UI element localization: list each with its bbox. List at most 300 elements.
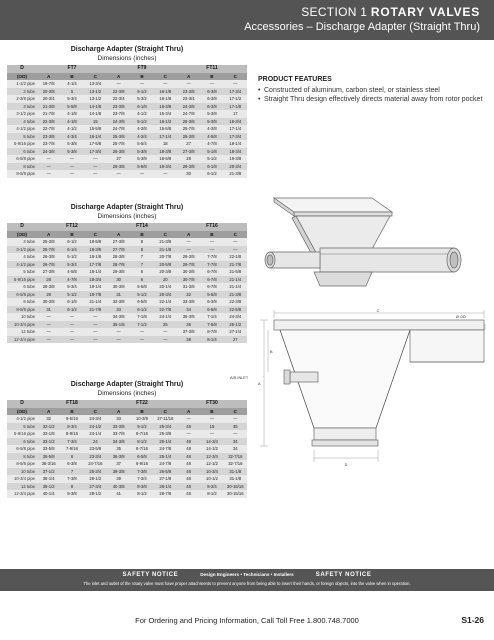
table-cell: 20-1/4 <box>154 283 177 291</box>
table-cell: 6-5/8 <box>130 298 153 306</box>
table-subtitle: Dimensions (inches) <box>97 390 157 397</box>
table-cell: 26-5/8 <box>154 468 177 476</box>
table-cell: 5-5/8 <box>130 163 153 171</box>
table-cell: 23-3/8 <box>107 103 130 111</box>
dim-label-a: A <box>258 382 261 386</box>
table-cell: 30-15/16 <box>224 490 247 498</box>
table-cell: 39-3/8 <box>107 468 130 476</box>
table-cell: 5-1/8 <box>200 148 223 156</box>
table-cell: 5-9/16 pipe <box>7 276 37 284</box>
col-header-model: FT16 <box>177 223 247 231</box>
table-cell: 6-7/8 <box>200 276 223 284</box>
table-cell: — <box>224 430 247 438</box>
table-cell: 23-3/4 <box>177 95 200 103</box>
table-cell: — <box>60 328 83 336</box>
table-cell: 16-1/8 <box>154 95 177 103</box>
safety-notice-band <box>0 569 494 591</box>
table-cell: 5-3/8 <box>60 140 83 148</box>
table-cell: 35-3/8 <box>177 313 200 321</box>
table-cell: 18-5/8 <box>84 238 107 246</box>
table-cell: 14-1/8 <box>84 110 107 118</box>
table-cell: 48 <box>177 460 200 468</box>
table-cell: — <box>224 80 247 88</box>
table-cell: — <box>177 246 200 254</box>
table-cell: 27-1/8 <box>154 475 177 483</box>
table-cell: 4-1/2 pipe <box>7 261 37 269</box>
table-cell: 18-3/8 <box>154 148 177 156</box>
table-cell: 27-1/4 <box>224 328 247 336</box>
table-cell: 30-7/8 <box>177 276 200 284</box>
table-cell: 10 tube <box>7 468 37 476</box>
table-cell: — <box>37 155 60 163</box>
table-cell: 23-7/8 <box>107 110 130 118</box>
col-header-od: (OD) <box>7 408 37 416</box>
safety-notice-right: SAFETY NOTICE <box>315 572 372 578</box>
table-cell: 20-3/4 <box>37 95 60 103</box>
table-cell: 6-1/2 <box>60 238 83 246</box>
table-cell: 4-1/2 <box>60 125 83 133</box>
table-cell: 24-1/4 <box>84 430 107 438</box>
table-cell: 9-5/16 <box>60 415 83 423</box>
table-cell: 22-1/4 <box>154 298 177 306</box>
table-cell: 10-1/2 <box>200 475 223 483</box>
table-subtitle: Dimensions (inches) <box>97 213 157 220</box>
col-header-d: D <box>7 400 37 408</box>
table-cell: 48 <box>177 475 200 483</box>
table-cell: 14-3/4 <box>200 438 223 446</box>
table-cell: 27 <box>177 140 200 148</box>
table-cell: 5-5/8 <box>200 291 223 299</box>
table-cell: 41 <box>107 490 130 498</box>
table-cell: 24-3/4 <box>84 415 107 423</box>
dimension-table-1 <box>7 46 247 178</box>
table-row <box>7 103 247 111</box>
table-cell: 16-3/8 <box>154 103 177 111</box>
table-cell: — <box>84 170 107 178</box>
dim-label-od: Ø OD <box>456 315 466 319</box>
col-header-dim: B <box>200 73 223 81</box>
table-cell: 5-5/8 <box>130 283 153 291</box>
table-cell: 4-1/4 <box>60 80 83 88</box>
table-cell: 6-5/8 <box>200 306 223 314</box>
table-cell: 8-7/16 <box>130 445 153 453</box>
table-cell: — <box>130 328 153 336</box>
table-cell: 33-3/8 <box>107 423 130 431</box>
air-inlet-label: AIR INLET <box>230 376 249 380</box>
table-row <box>7 140 247 148</box>
table-cell: 6-3/8 <box>60 460 83 468</box>
table-cell: 24 <box>84 438 107 446</box>
table-cell: 40-1/4 <box>37 490 60 498</box>
table-cell: 21-7/8 <box>37 110 60 118</box>
table-cell: 5-3/8 <box>200 110 223 118</box>
table-cell: 48 <box>177 468 200 476</box>
table-cell: 8-3/4 <box>200 483 223 491</box>
table-cell: 22-1/8 <box>224 253 247 261</box>
table-cell: 24-7/8 <box>154 460 177 468</box>
table-cell: 21-1/4 <box>224 276 247 284</box>
table-cell: — <box>84 328 107 336</box>
table-cell: 12 tube <box>7 483 37 491</box>
table-cell: 3 tube <box>7 103 37 111</box>
table-cell: 8-1/2 <box>200 490 223 498</box>
col-header-dim: C <box>154 231 177 239</box>
table-cell: 48 <box>177 483 200 491</box>
table-cell: 28-7/8 <box>107 261 130 269</box>
dim-label-d: D <box>344 463 348 467</box>
table-cell: — <box>154 80 177 88</box>
table-cell: 15-5/8 <box>84 125 107 133</box>
table-cell: 34 <box>224 445 247 453</box>
table-title: Discharge Adapter (Straight Thru) <box>70 381 184 388</box>
table-cell: 8 <box>130 238 153 246</box>
table-cell: 26-3/8 <box>107 148 130 156</box>
table-cell: 6-5/8 pipe <box>7 445 37 453</box>
table-cell: 24-3/8 <box>177 103 200 111</box>
table-row <box>7 276 247 284</box>
table-cell: 21-7/8 <box>224 261 247 269</box>
table-cell: — <box>130 336 153 344</box>
table-row <box>7 246 247 254</box>
table-cell: 17-1/2 <box>224 95 247 103</box>
table-cell: 6-1/2 <box>60 306 83 314</box>
table-cell: 21-5/8 <box>224 268 247 276</box>
table-title: Discharge Adapter (Straight Thru) <box>70 46 184 53</box>
table-cell: 32-7/16 <box>224 460 247 468</box>
isometric-drawing <box>254 190 490 300</box>
table-cell: 6-3/8 <box>200 95 223 103</box>
table-cell: 12-3/4 pipe <box>7 490 37 498</box>
col-header-dim: C <box>154 408 177 416</box>
page-number: S1-26 <box>461 615 484 625</box>
col-header-dim: C <box>84 408 107 416</box>
table-cell: — <box>107 336 130 344</box>
table-cell: 23-5/8 <box>84 445 107 453</box>
safety-text: The inlet and outlet of the rotary valve must have proper attachments to prevent anyone from being able to insert their hands, or foreign objects, into the valve when in operation. <box>83 581 411 586</box>
table-row <box>7 283 247 291</box>
table-row <box>7 95 247 103</box>
table-row <box>7 261 247 269</box>
table-cell: — <box>84 336 107 344</box>
table-cell: 35-1/8 <box>107 321 130 329</box>
table-cell: 5-3/4 <box>60 283 83 291</box>
table-cell: 5-1/2 <box>200 155 223 163</box>
table-cell: 3-1/2 pipe <box>7 246 37 254</box>
table-cell: 32-1/2 <box>37 423 60 431</box>
table-cell: 48 <box>177 490 200 498</box>
table-cell: — <box>37 170 60 178</box>
table-cell: — <box>37 163 60 171</box>
table-cell: 8-9/16 <box>60 430 83 438</box>
table-cell: 6 <box>60 453 83 461</box>
table-cell: 25-7/8 <box>107 140 130 148</box>
table-cell: 5-3/8 <box>130 148 153 156</box>
table-row <box>7 133 247 141</box>
table-cell: 17 <box>224 110 247 118</box>
table-cell: 39-1/2 <box>37 483 60 491</box>
table-row <box>7 460 247 468</box>
table-cell: 25-3/8 <box>154 430 177 438</box>
table-cell: 18-5/8 <box>154 155 177 163</box>
table-cell: — <box>177 415 200 423</box>
safety-heading <box>0 572 494 578</box>
table-cell: 6-9/16 <box>130 460 153 468</box>
table-cell: 7-5/8 <box>200 321 223 329</box>
col-header-dim: A <box>177 231 200 239</box>
table-cell: 6 <box>130 276 153 284</box>
table-cell: 39 <box>107 475 130 483</box>
table-cell: 24-3/4 <box>224 313 247 321</box>
table-cell: 30 <box>107 276 130 284</box>
table-cell: 8-1/2 <box>130 438 153 446</box>
table-cell: — <box>224 246 247 254</box>
table-cell: 8 <box>130 246 153 254</box>
col-header-model: FT22 <box>107 400 177 408</box>
col-header-dim: A <box>107 73 130 81</box>
table-cell: 6-3/8 <box>200 88 223 96</box>
table-cell: 40-3/8 <box>107 483 130 491</box>
table-cell: 17-1/8 <box>224 103 247 111</box>
table-cell: 20-3/4 <box>154 291 177 299</box>
table-cell: 36 <box>177 321 200 329</box>
table-cell: 6-1/8 <box>200 163 223 171</box>
table-cell: 25-3/8 <box>107 133 130 141</box>
table-cell: — <box>60 321 83 329</box>
table-cell: 8-1/2 <box>130 490 153 498</box>
table-cell: 33-5/8 <box>37 445 60 453</box>
col-header-dim: A <box>37 73 60 81</box>
table-cell: — <box>84 321 107 329</box>
table-cell: 4-3/8 <box>130 125 153 133</box>
table-cell: 38 <box>177 336 200 344</box>
table-cell: 6-5/8 pipe <box>7 155 37 163</box>
table-cell: 25-1/4 <box>154 438 177 446</box>
table-cell: 17-5/8 <box>84 140 107 148</box>
table-cell: — <box>224 238 247 246</box>
page-header <box>0 0 494 40</box>
table-cell: — <box>107 328 130 336</box>
table-cell: 4-5/8 <box>200 133 223 141</box>
table-cell: 28-1/4 <box>154 483 177 491</box>
table-cell: 24-3/8 <box>37 148 60 156</box>
table-cell: 10-3/4 pipe <box>7 475 37 483</box>
table-cell: 8-3/8 <box>130 483 153 491</box>
table-cell: 23-3/8 <box>37 133 60 141</box>
table-row <box>7 321 247 329</box>
table-cell: 4-3/4 <box>130 133 153 141</box>
col-header-dim: C <box>84 73 107 81</box>
table-cell: 10-3/8 <box>130 415 153 423</box>
table-cell: 34-3/8 <box>107 438 130 446</box>
page-footer <box>0 612 494 632</box>
col-header-od: (OD) <box>7 231 37 239</box>
table-cell: 5-3/8 <box>130 155 153 163</box>
section-name: ROTARY VALVES <box>370 5 480 19</box>
table-cell: 22-5/8 <box>224 306 247 314</box>
table-cell: — <box>60 170 83 178</box>
table-cell: 28-1/2 <box>84 490 107 498</box>
table-cell: 20-7/8 <box>154 253 177 261</box>
table-row <box>7 328 247 336</box>
table-row <box>7 148 247 156</box>
table-cell: 24-1/4 <box>154 313 177 321</box>
table-cell: 5 tube <box>7 423 37 431</box>
table-cell: 24-7/8 <box>177 110 200 118</box>
table-cell: — <box>107 80 130 88</box>
col-header-dim: C <box>224 73 247 81</box>
table-cell: 29-3/8 <box>107 163 130 171</box>
table-cell: 21-1/4 <box>84 298 107 306</box>
table-cell: 25-3/8 <box>177 118 200 126</box>
table-cell: 6 tube <box>7 438 37 446</box>
table-cell: 2-3/8 pipe <box>7 95 37 103</box>
table-cell: 20-3/8 <box>154 268 177 276</box>
table-cell: 8 <box>60 483 83 491</box>
table-cell: 5-1/2 <box>60 291 83 299</box>
col-header-dim: B <box>200 408 223 416</box>
table-cell: — <box>154 170 177 178</box>
table-cell: 25-3/8 <box>37 238 60 246</box>
table-cell: 17-3/4 <box>84 148 107 156</box>
table-cell: 5 <box>60 88 83 96</box>
table-cell: — <box>200 415 223 423</box>
dim-label-c: C <box>376 309 380 313</box>
table-cell: 4-1/2 pipe <box>7 125 37 133</box>
table-title: Discharge Adapter (Straight Thru) <box>70 204 184 211</box>
col-header-dim: B <box>130 231 153 239</box>
table-cell: 27-3/4 <box>84 483 107 491</box>
feature-item: • Straight Thru design effectively directs material away from rotor pocket <box>258 95 484 104</box>
table-cell: 19-3/8 <box>224 155 247 163</box>
col-header-od: (OD) <box>7 73 37 81</box>
table-cell: 29 <box>37 291 60 299</box>
table-cell: 31-1/8 <box>224 475 247 483</box>
table-cell: 7-9/16 <box>60 445 83 453</box>
col-header-dim: B <box>60 408 83 416</box>
table-cell: 7-1/4 <box>200 313 223 321</box>
table-cell: 4 tube <box>7 253 37 261</box>
table-cell: 6-1/2 <box>200 170 223 178</box>
table-cell: 6-1/4 <box>60 246 83 254</box>
table-cell: 32-7/16 <box>224 453 247 461</box>
table-cell: 7-3/8 <box>130 468 153 476</box>
table-cell: 12-3/4 pipe <box>7 336 37 344</box>
table-cell: 4-1/2 pipe <box>7 415 37 423</box>
features-title: PRODUCT FEATURES <box>258 76 332 83</box>
table-cell: 30-3/8 <box>107 283 130 291</box>
table-cell: 21-3/8 <box>224 291 247 299</box>
table-cell: 8-5/8 pipe <box>7 306 37 314</box>
col-header-model: FT9 <box>107 65 177 73</box>
table-cell: 26-3/8 <box>37 253 60 261</box>
table-cell: 12-3/4 <box>200 453 223 461</box>
table-cell: 6 tube <box>7 283 37 291</box>
table-cell: 29-3/8 <box>177 163 200 171</box>
table-row <box>7 438 247 446</box>
table-cell: 31-1/8 <box>224 468 247 476</box>
table-cell: — <box>154 336 177 344</box>
table-cell: 37 <box>107 460 130 468</box>
table-cell: 6-7/8 <box>200 268 223 276</box>
table-row <box>7 170 247 178</box>
table-cell: 18 <box>154 140 177 148</box>
table-cell: 2 tube <box>7 88 37 96</box>
table-cell: — <box>60 313 83 321</box>
table-row <box>7 483 247 491</box>
col-header-dim: B <box>60 231 83 239</box>
table-cell: 24-7/16 <box>84 460 107 468</box>
table-cell: 13-1/2 <box>84 95 107 103</box>
col-header-dim: C <box>224 231 247 239</box>
table-cell: 7-7/8 <box>200 261 223 269</box>
table-cell: 8 tube <box>7 298 37 306</box>
table-cell: 18-3/8 <box>84 246 107 254</box>
table-cell: 33 <box>107 415 130 423</box>
table-cell: 21-3/8 <box>154 238 177 246</box>
table-cell: 18-1/4 <box>84 268 107 276</box>
table-cell: 8 tube <box>7 453 37 461</box>
table-cell: 25-7/8 <box>177 125 200 133</box>
table-cell: 16-3/4 <box>224 118 247 126</box>
table-subtitle: Dimensions (inches) <box>97 55 157 62</box>
table-cell: 33-7/8 <box>107 430 130 438</box>
table-row <box>7 238 247 246</box>
table-cell: — <box>84 155 107 163</box>
table-row <box>7 118 247 126</box>
table-cell: 27-3/8 <box>177 148 200 156</box>
table-cell: — <box>107 170 130 178</box>
table-cell: 28-3/8 <box>107 253 130 261</box>
table-row <box>7 155 247 163</box>
table-cell: 3-1/2 pipe <box>7 110 37 118</box>
section-title <box>0 5 480 19</box>
table-cell: 28 <box>177 155 200 163</box>
table-cell: — <box>130 170 153 178</box>
table-row <box>7 110 247 118</box>
table-cell: 4-7/8 <box>200 140 223 148</box>
table-row <box>7 423 247 431</box>
table-cell: 17-1/4 <box>224 125 247 133</box>
table-cell: 20-5/8 <box>154 261 177 269</box>
table-cell: 25-1/4 <box>154 453 177 461</box>
table-cell: 8-3/4 <box>60 423 83 431</box>
table-cell: 6 tube <box>7 148 37 156</box>
dimension-table <box>7 223 247 343</box>
table-cell: 5-3/4 <box>60 261 83 269</box>
table-cell: 20-3/4 <box>224 163 247 171</box>
table-cell: 22-3/4 <box>107 95 130 103</box>
table-cell: 23-3/8 <box>177 88 200 96</box>
table-cell: 16-1/8 <box>154 88 177 96</box>
table-cell: 5-1/2 <box>60 253 83 261</box>
table-cell: — <box>37 321 60 329</box>
table-cell: 35 <box>107 445 130 453</box>
table-cell: 20-3/8 <box>37 88 60 96</box>
table-cell: 4-1/8 <box>60 110 83 118</box>
table-cell: 23-3/4 <box>84 453 107 461</box>
table-row <box>7 298 247 306</box>
table-cell: 16-1/4 <box>84 133 107 141</box>
table-row <box>7 468 247 476</box>
table-cell: 10-3/4 <box>200 468 223 476</box>
table-cell: 34-3/8 <box>107 313 130 321</box>
table-row <box>7 453 247 461</box>
table-cell: 17-3/4 <box>224 133 247 141</box>
table-cell: — <box>37 313 60 321</box>
table-cell: 19-7/8 <box>84 291 107 299</box>
table-cell: 24-1/2 <box>84 423 107 431</box>
table-cell: 6-5/8 <box>130 453 153 461</box>
